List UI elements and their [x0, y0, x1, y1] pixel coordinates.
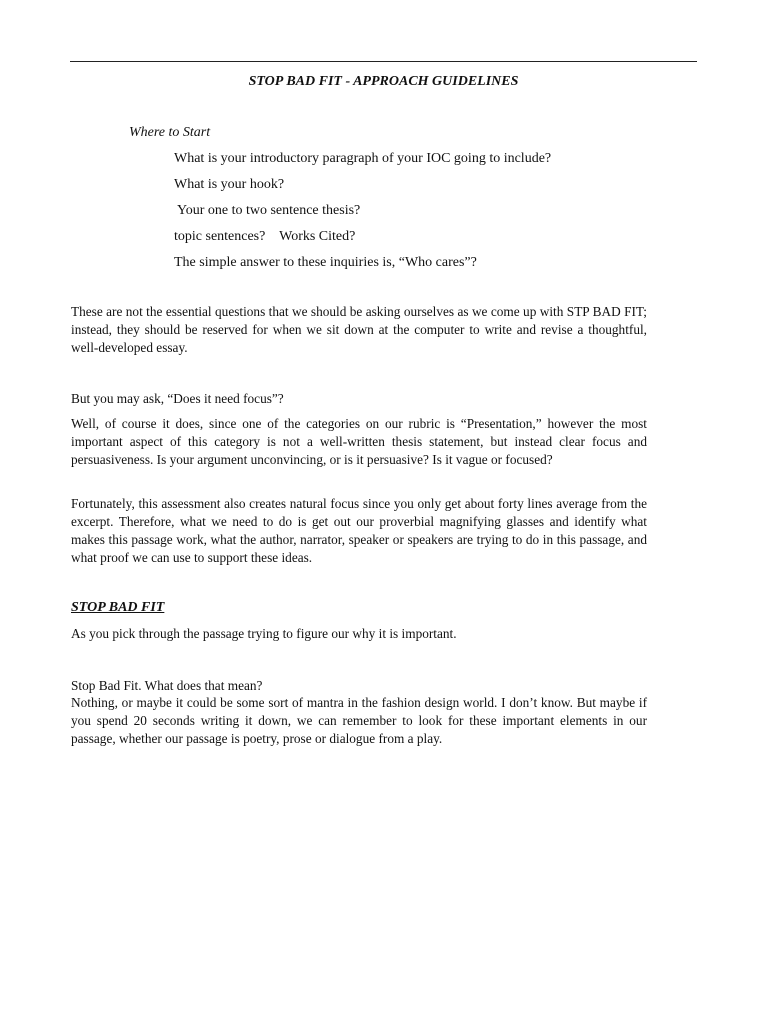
stop-bad-fit-heading: STOP BAD FIT	[71, 600, 165, 615]
question-item: topic sentences? Works Cited?	[174, 229, 356, 244]
paragraph-essential-questions: These are not the essential questions that we should be asking ourselves as we come up with STP BAD FIT; instead, they should be reserved for when we sit down at the computer to write and revise a thoughtful, well-developed essay.	[71, 304, 647, 355]
paragraph-what-does-it-mean: Stop Bad Fit. What does that mean?	[71, 678, 263, 693]
where-to-start-heading: Where to Start	[129, 125, 211, 140]
document-title: STOP BAD FIT - APPROACH GUIDELINES	[248, 74, 519, 89]
question-list	[174, 150, 551, 280]
paragraph-mantra: Nothing, or maybe it could be some sort of mantra in the fashion design world. I don’t know. But maybe if you spend 20 seconds writing it down, we can remember to look for these important elements in our passage, whether our passage is poetry, prose or dialogue from a play.	[71, 695, 647, 746]
question-item: What is your hook?	[174, 177, 285, 192]
paragraph-focus-question: But you may ask, “Does it need focus”?	[71, 391, 284, 406]
top-rule	[70, 61, 697, 62]
question-item: The simple answer to these inquiries is, “Who cares”?	[174, 255, 477, 270]
paragraph-presentation: Well, of course it does, since one of the categories on our rubric is “Presentation,” however the most important aspect of this category is not a well-written thesis statement, but instead clear focus and persuasiveness. Is your argument unconvincing, or is it persuasive? Is it vague or focused?	[71, 416, 647, 467]
paragraph-natural-focus: Fortunately, this assessment also creates natural focus since you only get about forty lines average from the excerpt. Therefore, what we need to do is get out our proverbial magnifying glasses and identify what makes this passage work, what the author, narrator, speaker or speakers are trying to do in this passage, and what proof we can use to support these ideas.	[71, 496, 647, 565]
paragraph-pick-through: As you pick through the passage trying to figure our why it is important.	[71, 626, 457, 641]
question-item: Your one to two sentence thesis?	[174, 203, 361, 218]
question-item: What is your introductory paragraph of your IOC going to include?	[174, 151, 552, 166]
